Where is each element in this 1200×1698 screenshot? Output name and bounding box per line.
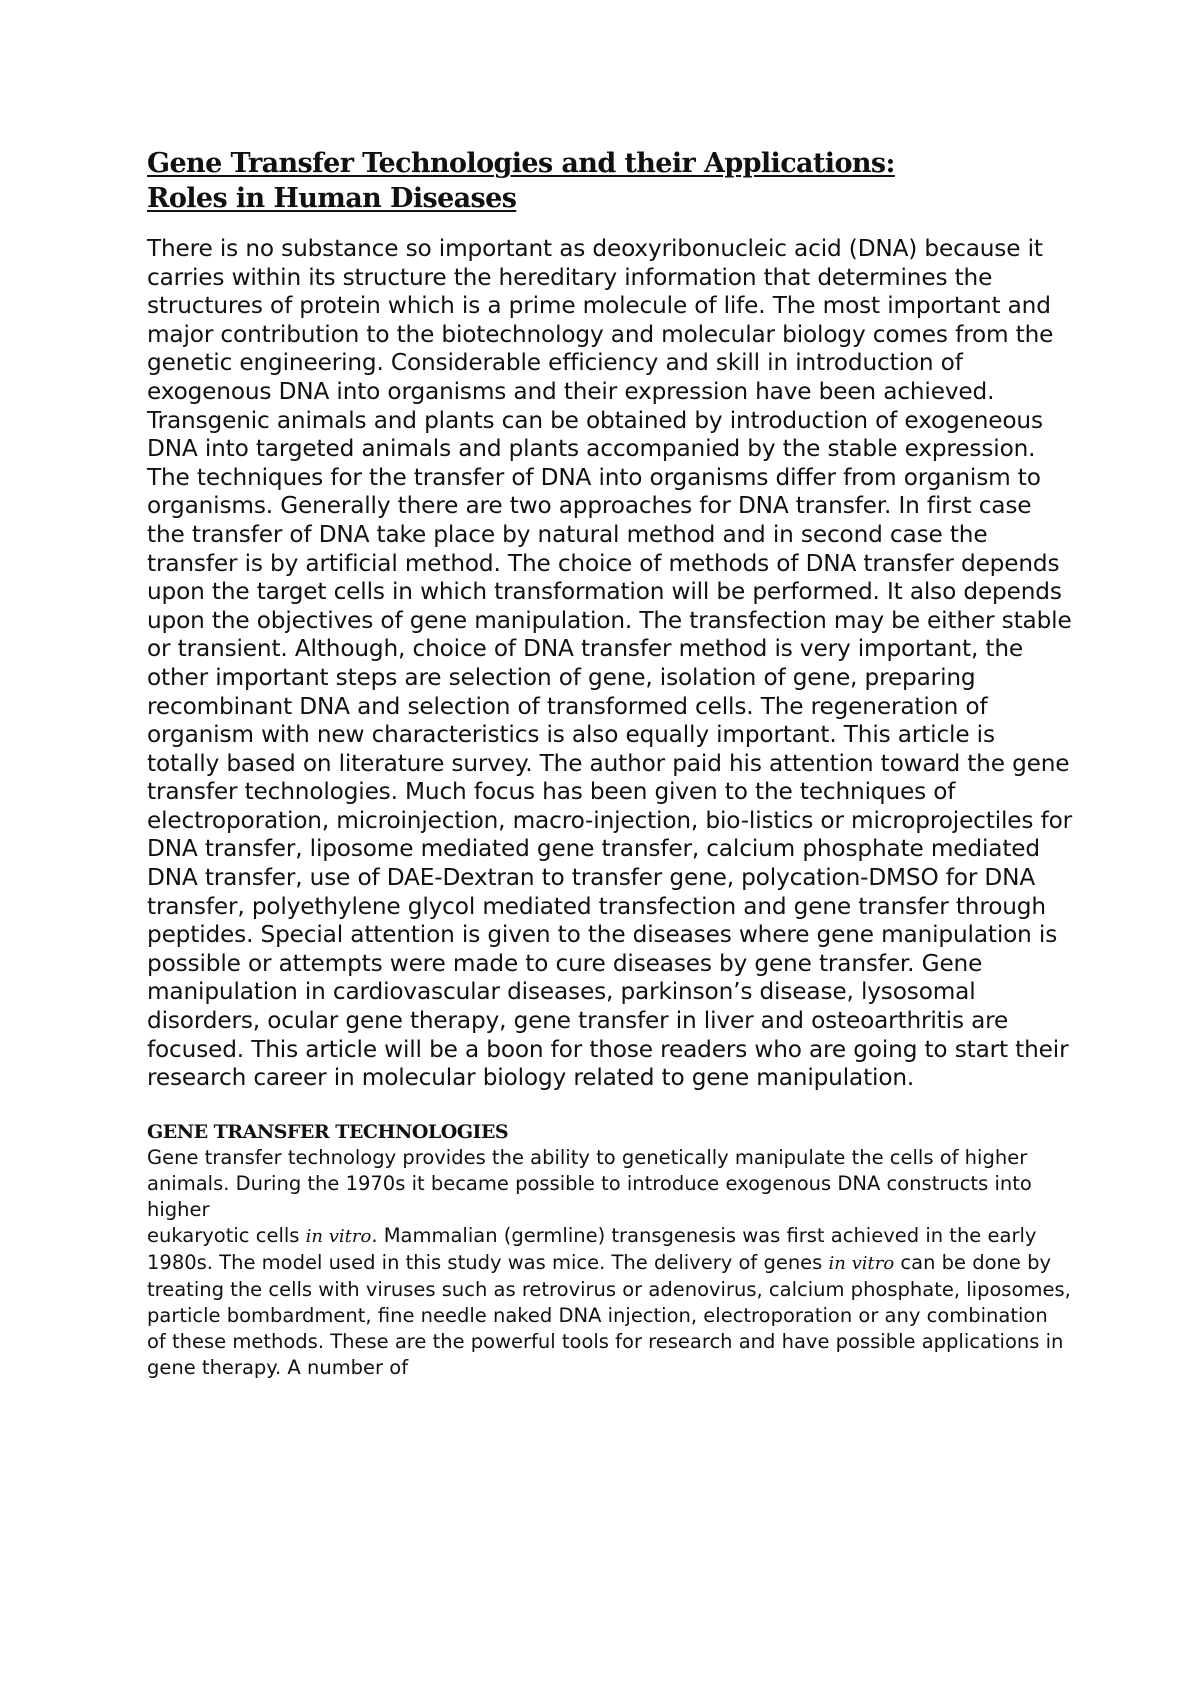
document-content [147,146,1073,1381]
body-line [147,1223,1072,1250]
body-line [147,1145,1072,1171]
abstract-paragraph: There is no substance so important as deoxyribonucleic acid (DNA) because it carries within its structure the hereditary information that determines the structures of protein which is a prime molecule of life. The most important and major contribution to the biotechnology and molecular biology comes from the genetic engineering. Considerable efficiency and skill in introduction of exogenous DNA into organisms and their expression have been achieved. Transgenic animals and plants can be obtained by introduction of exogeneous DNA into targeted animals and plants accompanied by the stable expression. The techniques for the transfer of DNA into organisms differ from organism to organisms. Generally there are two approaches for DNA transfer. In first case the transfer of DNA take place by natural method and in second case the transfer is by artificial method. The choice of methods of DNA transfer depends upon the target cells in which transformation will be performed. It also depends upon the objectives of gene manipulation. The transfection may be either stable or transient. Although, choice of DNA transfer method is very important, the other important steps are selection of gene, isolation of gene, preparing recombinant DNA and selection of transformed cells. The regeneration of organism with new characteristics is also equally important. This article is totally based on literature survey. The author paid his attention toward the gene transfer technologies. Much focus has been given to the techniques of electroporation, microinjection, macro-injection, bio-listics or microprojectiles for DNA transfer, liposome mediated gene transfer, calcium phosphate mediated DNA transfer, use of DAE-Dextran to transfer gene, polycation-DMSO for DNA transfer, polyethylene glycol mediated transfection and gene transfer through peptides. Special attention is given to the diseases where gene manipulation is possible or attempts were made to cure diseases by gene transfer. Gene manipulation in cardiovascular diseases, parkinson’s disease, lysosomal disorders, ocular gene therapy, gene transfer in liver and osteoarthritis are focused. This article will be a boon for those readers who are going to start their research career in molecular biology related to gene manipulation. [147,235,1073,1092]
italic-term: in vitro [305,1225,372,1247]
body-text: can be done by [894,1250,1051,1274]
section-body [147,1145,1072,1381]
body-line [147,1277,1072,1381]
body-text: eukaryotic cells [147,1223,306,1247]
body-text: 1980s. The model used in this study was mice. The delivery of genes [147,1250,829,1274]
body-text: treating the cells with viruses such as retrovirus or adenovirus, calcium phosphate, liposomes, particle bombardment, fine needle naked DNA injection, electroporation or any combination of these methods. These are the powerful tools for research and have possible applications in gene therapy. A number of [147,1277,1071,1379]
body-line [147,1250,1072,1277]
body-text: animals. During the 1970s it became possible to introduce exogenous DNA constructs into higher [147,1171,1032,1221]
body-text: . Mammalian (germline) transgenesis was first achieved in the early [371,1223,1037,1247]
body-line [147,1171,1072,1223]
body-text: Gene transfer technology provides the ability to genetically manipulate the cells of higher [147,1145,1028,1169]
italic-term: in vitro [828,1252,895,1274]
section-heading: GENE TRANSFER TECHNOLOGIES [147,1120,509,1143]
document-title: Gene Transfer Technologies and their Applications: Roles in Human Diseases [147,148,895,214]
